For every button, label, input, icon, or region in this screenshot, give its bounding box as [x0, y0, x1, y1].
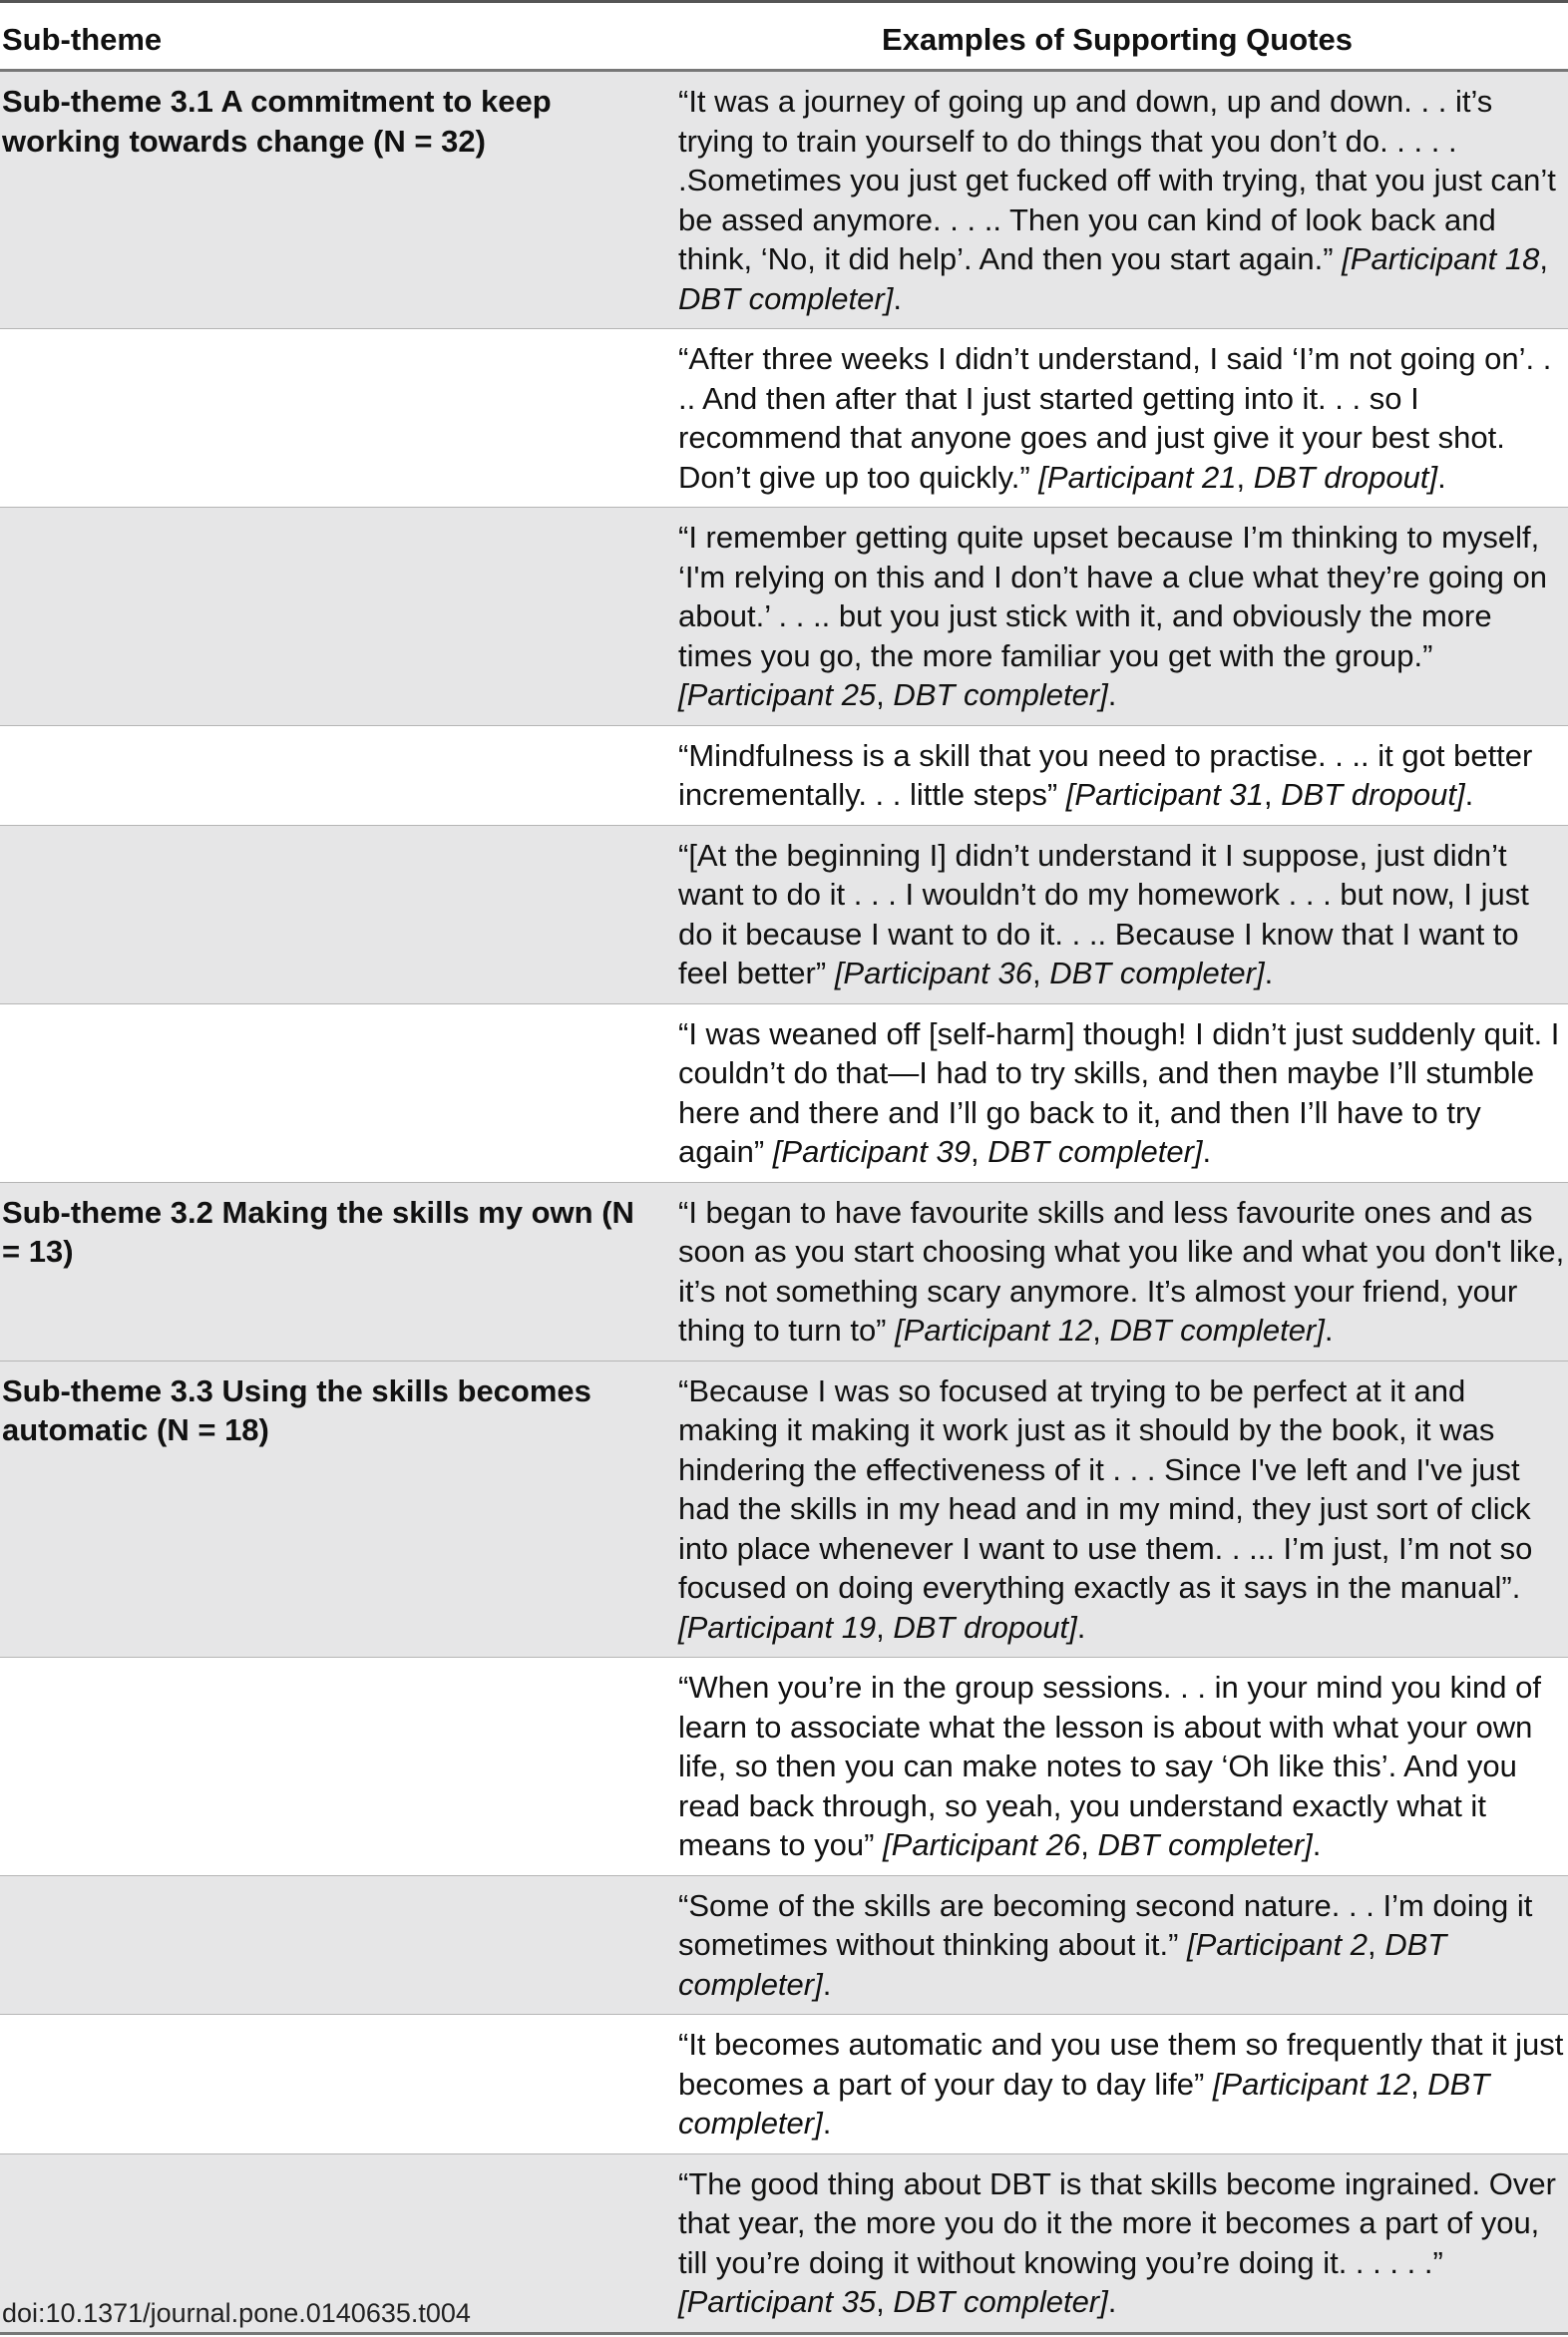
participant-citation: [Participant 26 — [883, 1827, 1081, 1862]
quote-cell — [668, 2015, 1568, 2154]
citation-separator: , — [1263, 777, 1282, 812]
quote-text: “The good thing about DBT is that skills become ingrained. Over that year, the more you do it the more it becomes a part of you, till you’re doing it without knowing you’re doing it. . . . . .” — [678, 2165, 1556, 2280]
citation-separator: , — [1367, 1927, 1385, 1962]
citation-separator: , — [1080, 1827, 1098, 1862]
quote-end: . — [1076, 1609, 1086, 1645]
participant-citation: [Participant 18 — [1342, 241, 1540, 276]
citation-separator: , — [1092, 1313, 1110, 1348]
participant-citation: [Participant 2 — [1187, 1927, 1368, 1962]
subtheme-cell — [0, 825, 668, 1003]
participant-group: DBT completer] — [987, 1134, 1203, 1169]
subtheme-cell — [0, 725, 668, 825]
table-row — [0, 1658, 1568, 1876]
citation-separator: , — [876, 2284, 894, 2319]
participant-group: DBT dropout] — [1253, 459, 1438, 495]
quote-end: . — [822, 1966, 832, 2002]
quote-text: “It becomes automatic and you use them so frequently that it just becomes a part of your day to day life” — [678, 2027, 1564, 2102]
quote-end: . — [1464, 777, 1474, 812]
table-row — [0, 2015, 1568, 2154]
participant-group: DBT dropout] — [1281, 777, 1465, 812]
quote-cell — [668, 1875, 1568, 2015]
table-row — [0, 1361, 1568, 1658]
citation-separator: , — [1410, 2066, 1428, 2102]
table-body — [0, 71, 1568, 2334]
quote-text: “[At the beginning I] didn’t understand it I suppose, just didn’t want to do it . . . I wouldn’t do my homework . . . but now, I just do it because I want to do it. . .. Because I know that I want to feel better” — [678, 837, 1529, 990]
quote-end: . — [822, 2106, 832, 2141]
subtheme-cell — [0, 1003, 668, 1182]
citation-separator: , — [970, 1134, 988, 1169]
citation-separator: , — [876, 1609, 894, 1645]
participant-group: DBT completer] — [893, 2284, 1108, 2319]
subtheme-cell — [0, 329, 668, 508]
quote-cell — [668, 825, 1568, 1003]
subtheme-cell: Sub-theme 3.3 Using the skills becomes automatic (N = 18) — [0, 1361, 668, 1658]
table-row — [0, 1875, 1568, 2015]
subtheme-cell — [0, 1658, 668, 1876]
quote-end: . — [893, 280, 902, 316]
participant-group: DBT completer] — [678, 1927, 1447, 2002]
quote-text: “I remember getting quite upset because I’m thinking to myself, ‘I'm relying on this and I don’t have a clue what they’re going on about.’ . . .. but you just stick with it, and obviously the more times you go, the more familiar you get with the group.” — [678, 520, 1547, 673]
table-row — [0, 725, 1568, 825]
quote-end: . — [1437, 459, 1446, 495]
participant-group: DBT completer] — [678, 280, 894, 316]
quote-end: . — [1107, 677, 1117, 712]
table-row — [0, 508, 1568, 726]
participant-group: DBT completer] — [893, 677, 1108, 712]
quote-cell — [668, 329, 1568, 508]
subtheme-cell — [0, 2015, 668, 2154]
table-row — [0, 825, 1568, 1003]
quote-cell — [668, 508, 1568, 726]
quote-end: . — [1324, 1313, 1334, 1348]
subtheme-cell: Sub-theme 3.2 Making the skills my own (N = 13) — [0, 1182, 668, 1361]
quote-cell — [668, 71, 1568, 329]
subtheme-column-header: Sub-theme — [0, 2, 668, 71]
participant-citation: [Participant 36 — [834, 956, 1032, 990]
participant-citation: [Participant 35 — [678, 2284, 877, 2319]
quote-text: “Because I was so focused at trying to be perfect at it and making it making it work just as it should by the book, it was hindering the effectiveness of it . . . Since I've left and I've just had the skills in my head and in my mind, they just sort of click into place whenever I want to use them. . ... I’m just, I’m not so focused on doing everything exactly as it says in the manual”. — [678, 1372, 1533, 1605]
participant-citation: [Participant 31 — [1065, 777, 1264, 812]
participant-citation: [Participant 25 — [678, 677, 877, 712]
participant-citation: [Participant 19 — [678, 1609, 877, 1645]
participant-group: DBT completer] — [1109, 1313, 1325, 1348]
table-row — [0, 329, 1568, 508]
subtheme-cell — [0, 508, 668, 726]
quote-cell — [668, 725, 1568, 825]
participant-group: DBT completer] — [1097, 1827, 1313, 1862]
quote-text: “I was weaned off [self-harm] though! I didn’t just suddenly quit. I couldn’t do that—I had to try skills, and then maybe I’ll stumble here and there and I’ll go back to it, and then I’ll have to try again” — [678, 1015, 1560, 1169]
participant-group: DBT completer] — [1049, 956, 1265, 990]
participant-citation: [Participant 39 — [772, 1134, 971, 1169]
quote-text: “I began to have favourite skills and less favourite ones and as soon as you start choosing what you like and what you don't like, it’s not something scary anymore. It’s almost your friend, your thing to turn to” — [678, 1194, 1565, 1348]
quote-text: “Mindfulness is a skill that you need to practise. . .. it got better incrementally. . . little steps” — [678, 737, 1533, 812]
citation-separator: , — [1031, 956, 1050, 990]
quote-end: . — [1202, 1134, 1212, 1169]
citation-separator: , — [876, 677, 894, 712]
quote-end: . — [1264, 956, 1274, 990]
quote-cell — [668, 1003, 1568, 1182]
quote-cell — [668, 2153, 1568, 2333]
participant-group: DBT dropout] — [893, 1609, 1077, 1645]
doi-caption: doi:10.1371/journal.pone.0140635.t004 — [2, 2298, 471, 2328]
quote-text: “Some of the skills are becoming second nature. . . I’m doing it sometimes without thinking about it.” — [678, 1887, 1533, 1962]
quote-text: “When you’re in the group sessions. . . in your mind you kind of learn to associate what the lesson is about with what your own life, so then you can make notes to say ‘Oh like this’. And you read back through, so yeah, you understand exactly what it means to you” — [678, 1670, 1541, 1862]
table-header-row — [0, 2, 1568, 71]
quote-cell — [668, 1182, 1568, 1361]
table-row — [0, 71, 1568, 329]
participant-citation: [Participant 12 — [1212, 2066, 1411, 2102]
participant-group: DBT completer] — [678, 2066, 1490, 2141]
subtheme-cell: Sub-theme 3.1 A commitment to keep working towards change (N = 32) — [0, 71, 668, 329]
table-row — [0, 1003, 1568, 1182]
quote-cell — [668, 1658, 1568, 1876]
subtheme-cell — [0, 1875, 668, 2015]
quote-text: “After three weeks I didn’t understand, I said ‘I’m not going on’. . .. And then after that I just started getting into it. . . so I recommend that anyone goes and just give it your best shot. Don’t give up too quickly.” — [678, 341, 1552, 495]
citation-separator: , — [1539, 241, 1548, 276]
citation-separator: , — [1236, 459, 1254, 495]
quotes-column-header: Examples of Supporting Quotes — [668, 2, 1568, 71]
table-row — [0, 1182, 1568, 1361]
participant-citation: [Participant 12 — [895, 1313, 1093, 1348]
quote-text: “It was a journey of going up and down, up and down. . . it’s trying to train yourself to do things that you don’t do. . . . . .Sometimes you just get fucked off with trying, that you just can’t be assed anymore. . . .. Then you can kind of look back and think, ‘No, it did help’. And then you start again.” — [678, 84, 1556, 276]
quote-cell — [668, 1361, 1568, 1658]
quote-end: . — [1312, 1827, 1322, 1862]
participant-citation: [Participant 21 — [1038, 459, 1237, 495]
quote-end: . — [1107, 2284, 1117, 2319]
